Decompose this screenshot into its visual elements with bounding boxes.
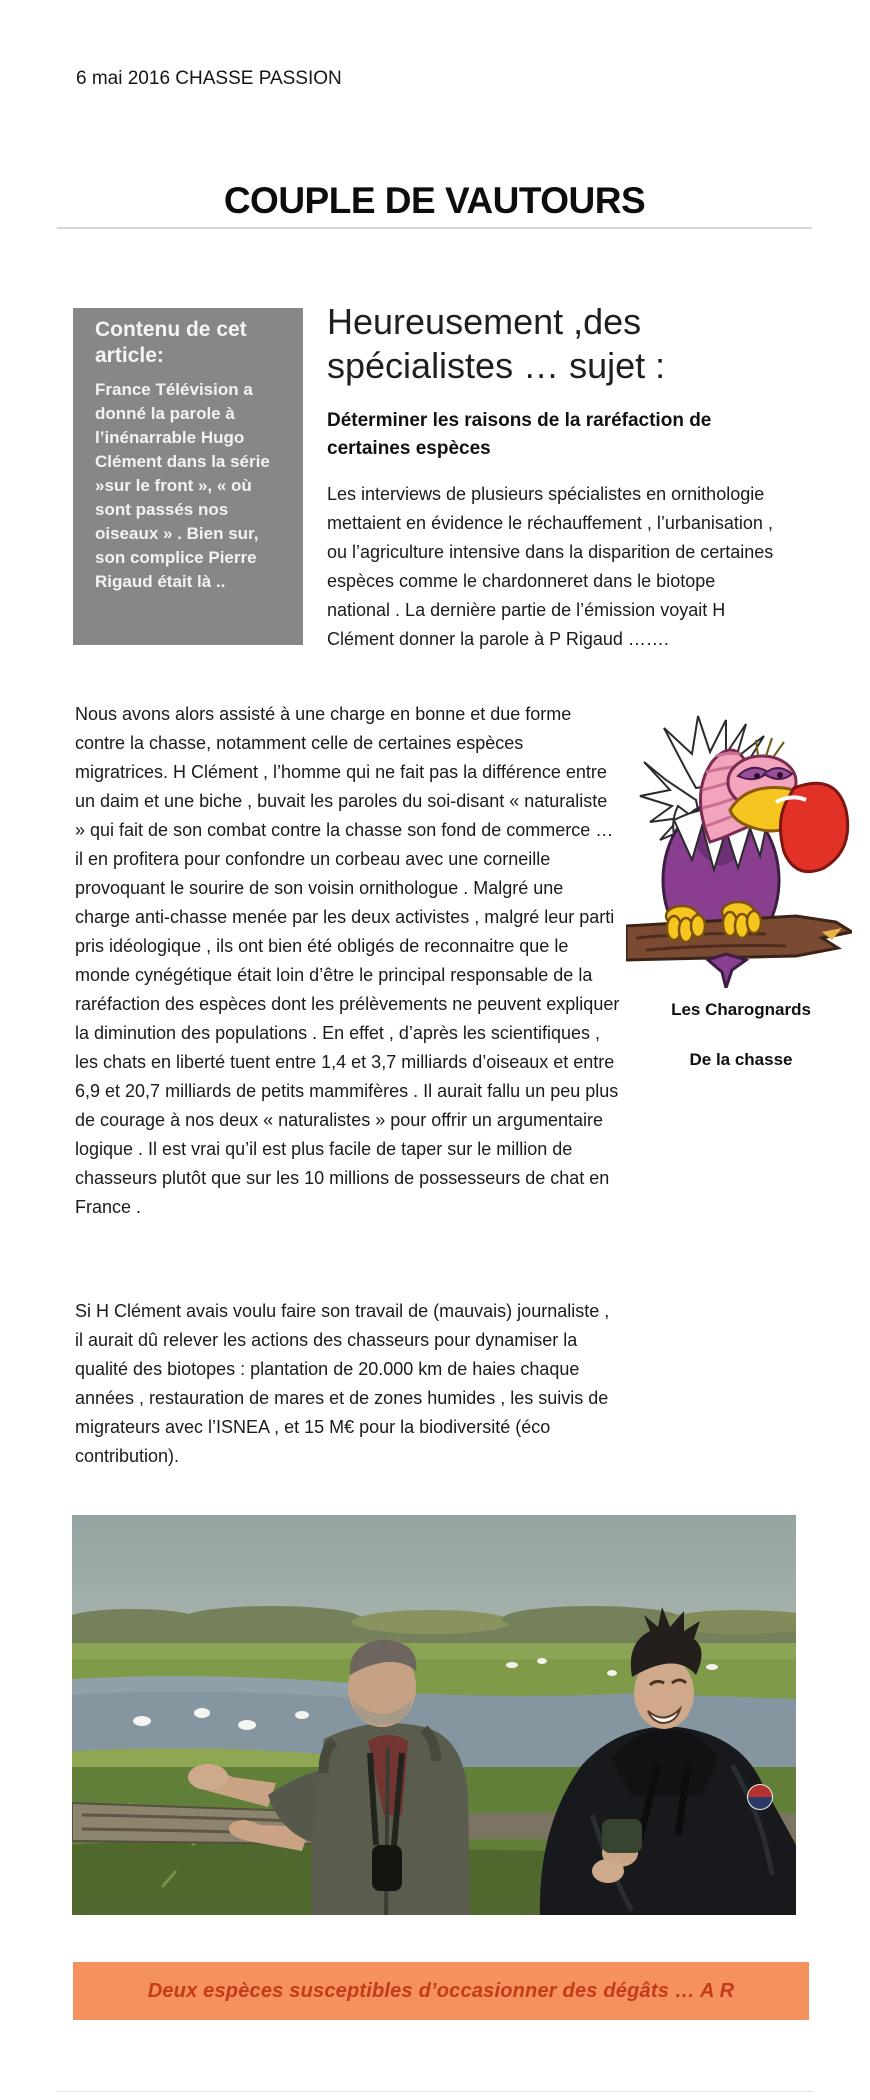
summary-box-heading: Contenu de cet article: [95,318,247,367]
intro-column [327,300,819,654]
body-paragraph-2: Si H Clément avais voulu faire son travail de (mauvais) journaliste , il aurait dû relever les actions des chasseurs pour dynamiser la qualité des biotopes : plantation de 20.000 km de haies chaque années , restauration de mares et de zones humides , les suivis de migrateurs avec l’ISNEA , et 15 M€ pour la biodiversité (éco contribution). [75,1301,610,1466]
right-man-hand-2 [592,1859,624,1883]
page-title: COUPLE DE VAUTOURS [223,180,646,221]
title-divider [57,227,812,229]
article-summary-box [73,308,303,645]
vulture-caption-line1: Les Charognards [671,1000,811,1019]
photo-scene-svg [72,1515,796,1915]
bottom-divider [57,2091,812,2092]
section-subheading: Déterminer les raisons de la raréfaction de certaines espèces [327,410,712,459]
left-man-open-hand [188,1764,228,1790]
vulture-cartoon-image [626,710,852,988]
summary-box-text: France Télévision a donné la parole à l’inénarrable Hugo Clément dans la série »sur le front », « où sont passés nos oiseaux » . Bien sur, son complice Pierre Rigaud était là .. [95,380,270,591]
vulture-caption-line2: De la chasse [689,1050,793,1069]
jacket-logo-badge [747,1784,773,1810]
related-article-banner[interactable] [73,1962,809,2020]
date-and-site-line: 6 mai 2016 CHASSE PASSION [76,68,342,89]
section-heading: Heureusement ,des spécialistes … sujet : [327,301,666,386]
related-article-banner-text: Deux espèces susceptibles d’occasionner des dégâts … A R [147,1979,735,2002]
vulture-cartoon-svg [626,710,852,988]
photo-two-ornithologists [72,1515,796,1915]
binoculars-left [372,1845,402,1891]
body-paragraph-1: Nous avons alors assisté à une charge en bonne et due forme contre la chasse, notamment celle de certaines espèces migratrices. H Clément , l’homme qui ne fait pas la différence entre un daim et une biche , buvait les paroles du soi-disant « naturaliste » qui fait de son combat contre la chasse son fond de commerce … il en profitera pour confondre un corbeau avec une corneille provoquant le sourire de son voisin ornithologue . Malgré une charge anti-chasse menée par les deux activistes , malgré leur parti pris idéologique , ils ont bien été obligés de reconnaitre que le monde cynégétique était loin d’être le principal responsable de la raréfaction des espèces dont les prélèvements ne peuvent expliquer la diminution des populations . En effet , d’après les scientifiques , les chats en liberté tuent entre 1,4 et 3,7 milliards d’oiseaux et entre 6,9 et 20,7 milliards de petits mammifères . Il aurait fallu un peu plus de courage à nos deux « naturalistes » pour offrir un argumentaire logique . Il est vrai qu’il est plus facile de taper sur le million de chasseurs plutôt que sur les 10 millions de possesseurs de chat en France . [75,704,620,1217]
intro-paragraph: Les interviews de plusieurs spécialistes en ornithologie mettaient en évidence le réchauffement , l’urbanisation , ou l’agriculture intensive dans la disparition de certaines espèces comme le chardonneret dans le biotope national . La dernière partie de l’émission voyait H Clément donner la parole à P Rigaud ……. [327,484,774,649]
vulture-tail [708,954,746,988]
binoculars-right [602,1819,642,1853]
